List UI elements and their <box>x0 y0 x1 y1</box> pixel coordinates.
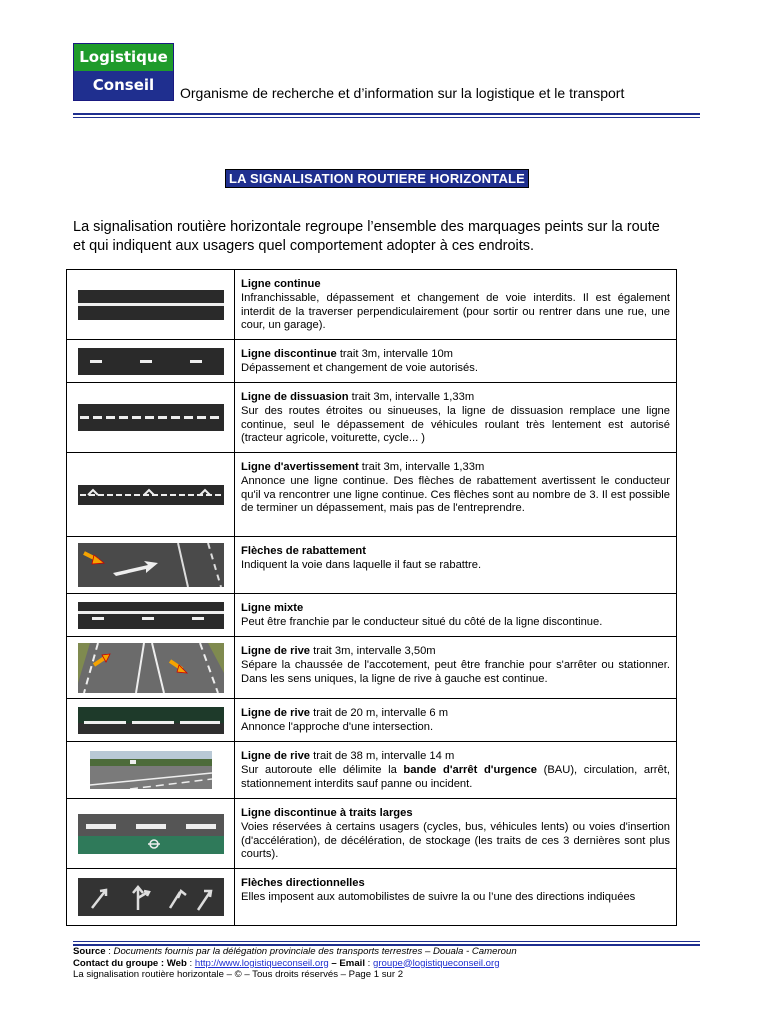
table-row <box>67 382 676 452</box>
row-title: Flèches de rabattement <box>241 545 366 557</box>
row-text <box>235 742 676 798</box>
row-text <box>235 270 676 339</box>
road-image-highway <box>67 742 235 798</box>
table-row <box>67 270 676 339</box>
footer <box>73 946 517 981</box>
road-image-warning-line <box>67 453 235 536</box>
road-image-mixed-line <box>67 594 235 636</box>
row-text <box>235 594 676 636</box>
row-desc-bold: bande d'arrêt d'urgence <box>403 763 537 776</box>
row-title: Ligne de rive <box>241 750 311 762</box>
table-row <box>67 868 676 925</box>
road-image-wide-dashes <box>67 799 235 868</box>
row-desc: Voies réservées à certains usagers (cycles, bus, véhicules lents) ou voies d'insertion (d'accélération), de décélération, de stockage (les traits de ces 3 dernières sont plus courts). <box>241 820 670 861</box>
row-desc: Dépassement et changement de voie autorisés. <box>241 361 478 374</box>
email-sep: : <box>365 957 373 969</box>
logo <box>73 43 174 101</box>
table-row <box>67 798 676 868</box>
row-detail: trait 3m, intervalle 1,33m <box>348 391 475 403</box>
markings-table <box>66 269 677 926</box>
row-text <box>235 637 676 698</box>
row-text <box>235 537 676 593</box>
table-row <box>67 741 676 798</box>
row-title: Ligne d'avertissement <box>241 461 359 473</box>
row-desc: Sépare la chaussée de l'accotement, peut être franchie pour s'arrêter ou stationner. Dans les sens uniques, la ligne de rive à gauche est continue. <box>241 658 670 685</box>
source-label: Source <box>73 946 106 957</box>
row-title: Ligne discontinue à traits larges <box>241 807 413 819</box>
row-detail: trait de 38 m, intervalle 14 m <box>310 750 455 762</box>
email-link[interactable]: groupe@logistiqueconseil.org <box>373 957 500 969</box>
road-image-dissuasion-line <box>67 383 235 452</box>
row-detail: trait 3m, intervalle 10m <box>336 348 453 360</box>
row-title: Ligne continue <box>241 278 321 290</box>
road-image-direction-arrows <box>67 869 235 925</box>
tagline: Organisme de recherche et d’information sur la logistique et le transport <box>180 85 625 101</box>
row-text <box>235 869 676 925</box>
row-desc: Annonce l'approche d'une intersection. <box>241 720 434 733</box>
row-desc-a: Sur autoroute elle délimite la <box>241 763 404 776</box>
road-image-edge-line-intersection <box>67 699 235 741</box>
source-text: Documents fournis par la délégation provinciale des transports terrestres – Douala - Cameroun <box>113 946 517 957</box>
row-desc: Infranchissable, dépassement et changement de voie interdits. Il est également interdit de la traverser perpendiculairement (pour sortir ou rentrer dans une rue, une cour, un garage). <box>241 291 670 332</box>
row-text <box>235 699 676 741</box>
row-desc: Peut être franchie par le conducteur situé du côté de la ligne discontinue. <box>241 615 603 628</box>
row-desc: Annonce une ligne continue. Des flèches de rabattement avertissent le conducteur qu'il va rencontrer une ligne continue. Ces flèches sont au nombre de 3. Il est possible de terminer un dépassement, mais pas de l'entreprendre. <box>241 474 670 515</box>
page-title: LA SIGNALISATION ROUTIERE HORIZONTALE <box>225 169 529 188</box>
road-image-dashed-line <box>67 340 235 382</box>
footer-rule-thin <box>73 941 700 942</box>
row-desc-c: (BAU), circulation, arrêt, stationnement interdits sauf panne ou incident. <box>241 763 670 790</box>
row-desc: Elles imposent aux automobilistes de suivre la ou l’une des directions indiquées <box>241 890 636 903</box>
row-text <box>235 383 676 452</box>
row-desc: Indiquent la voie dans laquelle il faut se rabattre. <box>241 558 482 571</box>
table-row <box>67 593 676 636</box>
row-text <box>235 799 676 868</box>
logo-top-text: Logistique <box>74 44 173 71</box>
row-text <box>235 340 676 382</box>
header-rule <box>73 113 700 115</box>
contact-sep: : <box>186 957 195 969</box>
email-label: – Email <box>328 957 365 969</box>
row-title: Ligne discontinue <box>241 348 337 360</box>
intro-paragraph: La signalisation routière horizontale regroupe l’ensemble des marquages peints sur la route et qui indiquent aux usagers quel comportement adopter à ces endroits. <box>73 219 660 254</box>
row-title: Ligne mixte <box>241 602 304 614</box>
footer-copyright: La signalisation routière horizontale – © – Tous droits réservés – Page 1 sur 2 <box>73 969 404 980</box>
logo-bottom-text: Conseil <box>74 71 173 100</box>
table-row <box>67 452 676 536</box>
contact-label: Contact du groupe : Web <box>73 957 187 969</box>
row-detail: trait 3m, intervalle 3,50m <box>310 645 436 657</box>
road-image-edge-line <box>67 637 235 698</box>
web-link[interactable]: http://www.logistiqueconseil.org <box>194 957 329 969</box>
row-desc: Sur des routes étroites ou sinueuses, la ligne de dissuasion remplace une ligne continue, seul le dépassement de véhicules roulant très lentement est autorisé (tracteur agricole, voiturette, cycle... ) <box>241 404 670 445</box>
table-row <box>67 636 676 698</box>
row-title: Ligne de rive <box>241 707 311 719</box>
source-sep: : <box>105 946 114 957</box>
row-text <box>235 453 676 536</box>
table-row <box>67 339 676 382</box>
road-image-merge-arrows <box>67 537 235 593</box>
table-row <box>67 698 676 741</box>
table-row <box>67 536 676 593</box>
row-title: Flèches directionnelles <box>241 877 365 889</box>
row-title: Ligne de dissuasion <box>241 391 349 403</box>
header-rule-thin <box>73 117 700 118</box>
road-image-solid-line <box>67 270 235 339</box>
footer-source <box>73 946 517 958</box>
row-detail: trait de 20 m, intervalle 6 m <box>310 707 449 719</box>
row-detail: trait 3m, intervalle 1,33m <box>358 461 485 473</box>
footer-contact <box>73 958 517 970</box>
row-title: Ligne de rive <box>241 645 311 657</box>
